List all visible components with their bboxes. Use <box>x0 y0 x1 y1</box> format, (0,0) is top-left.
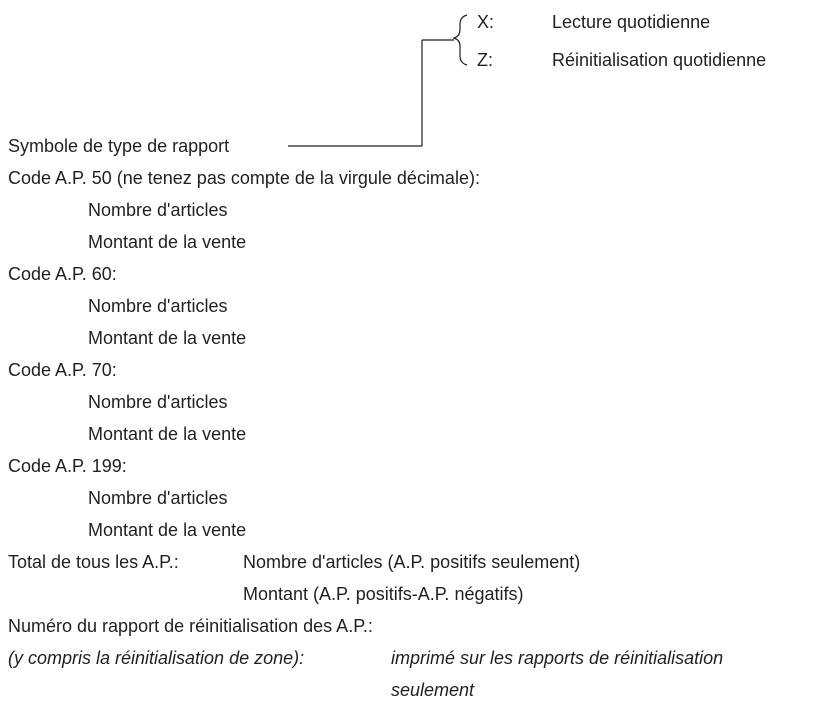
reset-number-label: Numéro du rapport de réinitialisation des A.P.: <box>8 616 373 636</box>
code-50-items: Nombre d'articles <box>88 200 228 220</box>
code-70-items: Nombre d'articles <box>88 392 228 412</box>
printed-note-line2: seulement <box>391 680 475 700</box>
code-60-items: Nombre d'articles <box>88 296 228 316</box>
code-199-amount: Montant de la vente <box>88 520 247 540</box>
printed-note-line1: imprimé sur les rapports de réinitialisation <box>391 648 724 668</box>
code-199-heading: Code A.P. 199: <box>8 456 127 476</box>
zone-note: (y compris la réinitialisation de zone): <box>8 648 305 668</box>
code-60-amount: Montant de la vente <box>88 328 247 348</box>
brace <box>454 15 467 65</box>
legend-x-desc: Lecture quotidienne <box>552 12 711 32</box>
code-199-items: Nombre d'articles <box>88 488 228 508</box>
legend-z-code: Z: <box>477 50 493 70</box>
total-items: Nombre d'articles (A.P. positifs seulement) <box>243 552 581 572</box>
code-70-amount: Montant de la vente <box>88 424 247 444</box>
code-70-heading: Code A.P. 70: <box>8 360 117 380</box>
legend-z-desc: Réinitialisation quotidienne <box>552 50 767 70</box>
report-type-symbol: Symbole de type de rapport <box>8 136 230 156</box>
total-amount: Montant (A.P. positifs-A.P. négatifs) <box>243 584 524 604</box>
total-label: Total de tous les A.P.: <box>8 552 179 572</box>
code-50-heading: Code A.P. 50 (ne tenez pas compte de la virgule décimale): <box>8 168 480 188</box>
code-60-heading: Code A.P. 60: <box>8 264 117 284</box>
code-50-amount: Montant de la vente <box>88 232 247 252</box>
legend-x-code: X: <box>477 12 495 32</box>
